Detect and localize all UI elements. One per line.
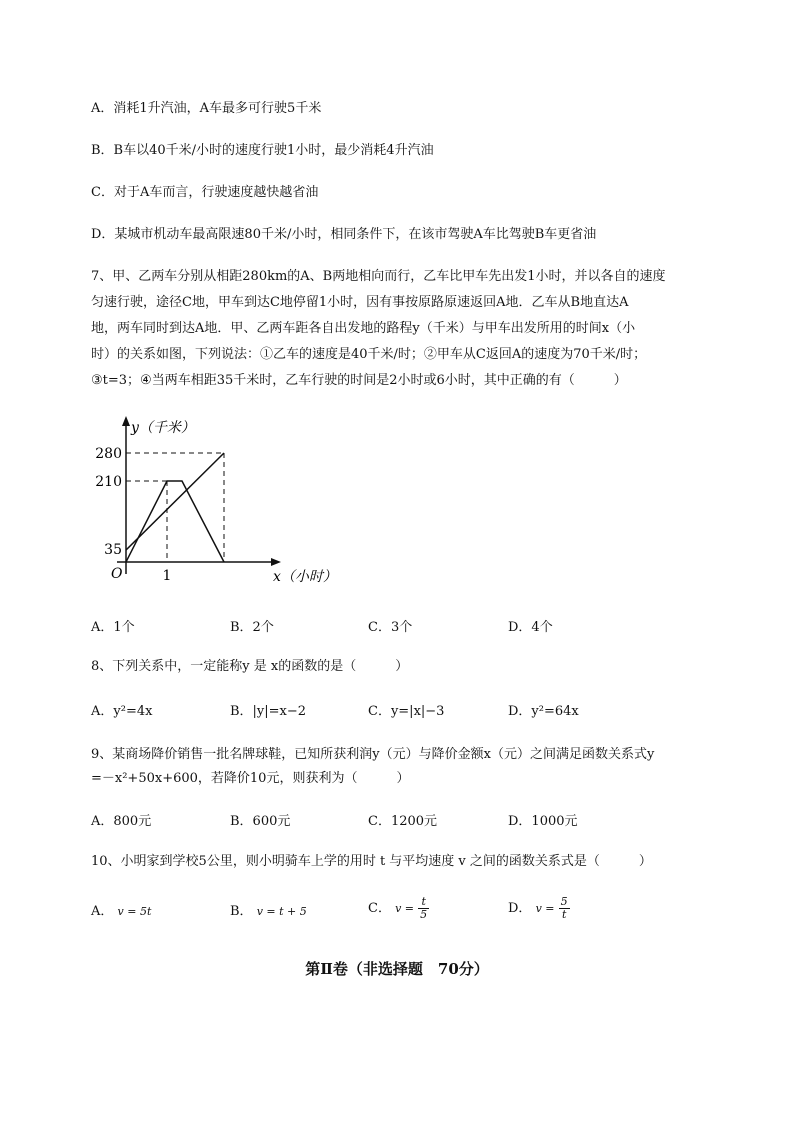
- q6-option-b: B．B车以40千米/小时的速度行驶1小时，最少消耗4升汽油: [91, 143, 434, 158]
- section-title: 第Ⅱ卷（非选择题 70分）: [305, 960, 489, 978]
- x-tick-1: 1: [162, 568, 172, 584]
- q8-options: [91, 702, 751, 722]
- q10-option-c-denominator: 5: [420, 908, 428, 921]
- q10-option-d-denominator: t: [561, 908, 567, 921]
- q9-option-a: A．800元: [91, 814, 152, 829]
- q8-option-d: D．y²=64x: [508, 704, 579, 719]
- car-jia-path: [126, 481, 224, 562]
- q10-option-a-expr: v = 5t: [117, 905, 152, 918]
- origin-label: O: [111, 566, 123, 582]
- q10-option-c-label: C．: [368, 901, 391, 916]
- x-axis-arrow: [271, 558, 281, 566]
- q7-option-a: A．1个: [91, 620, 135, 635]
- q7-graph: [95, 412, 365, 592]
- q8-option-c: C．y=|x|−3: [368, 704, 445, 719]
- q10-options: [91, 895, 751, 928]
- q9-option-c: C．1200元: [368, 814, 438, 829]
- y-tick-280: 280: [95, 446, 122, 462]
- q6-option-d: D．某城市机动车最高限速80千米/小时，相同条件下，在该市驾驶A车比驾驶B车更省油: [91, 227, 597, 242]
- q7-line-1: 7、甲、乙两车分别从相距280km的A、B两地相向而行，乙车比甲车先出发1小时，并以各自的速度: [91, 269, 666, 284]
- q10-option-d-lhs: v =: [535, 902, 555, 915]
- q7-option-d: D．4个: [508, 620, 553, 635]
- q6-option-c: C．对于A车而言，行驶速度越快越省油: [91, 185, 319, 200]
- y-tick-210: 210: [95, 474, 122, 490]
- q10-option-a: [91, 902, 151, 922]
- q7-line-5: ③t=3；④当两车相距35千米时，乙车行驶的时间是2小时或6小时，其中正确的有（ ）: [91, 373, 627, 388]
- q10-option-c-fraction: [418, 896, 429, 921]
- q9-line-1: 9、某商场降价销售一批名牌球鞋，已知所获利润y（元）与降价金额x（元）之间满足函数关系式y: [91, 747, 655, 762]
- q9-options: [91, 812, 751, 832]
- q10-option-d: [508, 896, 570, 921]
- y-axis-arrow: [122, 416, 130, 426]
- car-yi-path: [126, 453, 224, 550]
- q10-option-b: [230, 902, 307, 922]
- q9-option-d: D．1000元: [508, 814, 578, 829]
- q7-line-3: 地，两车同时到达A地．甲、乙两车距各自出发地的路程y（千米）与甲车出发所用的时间x（小: [91, 321, 636, 336]
- q9-line-2: =－x²+50x+600，若降价10元，则获利为（ ）: [91, 771, 410, 786]
- q10-option-c: [368, 896, 429, 921]
- q10-option-d-numerator: 5: [560, 895, 568, 908]
- x-axis-label: x（小时）: [273, 569, 337, 585]
- q8-option-b: B．|y|=x−2: [230, 704, 307, 719]
- q10-option-c-lhs: v =: [395, 902, 415, 915]
- q10-option-d-label: D．: [508, 901, 532, 916]
- q7-line-2: 匀速行驶，途径C地，甲车到达C地停留1小时，因有事按原路原速返回A地．乙车从B地直达A: [91, 295, 629, 310]
- q6-option-a: A．消耗1升汽油，A车最多可行驶5千米: [91, 101, 322, 116]
- y-axis-label: y（千米）: [131, 420, 195, 436]
- q10-stem: 10、小明家到学校5公里，则小明骑车上学的用时 t 与平均速度 v 之间的函数关系式是（ ）: [91, 854, 652, 869]
- q7-option-b: B．2个: [230, 620, 274, 635]
- q10-option-b-expr: v = t + 5: [256, 905, 307, 918]
- q7-options: [91, 618, 751, 638]
- q7-line-4: 时）的关系如图，下列说法：①乙车的速度是40千米/时；②甲车从C返回A的速度为70千米/时；: [91, 347, 647, 362]
- q10-option-b-label: B．: [230, 904, 253, 919]
- q9-option-b: B．600元: [230, 814, 291, 829]
- q10-option-c-numerator: t: [418, 896, 429, 909]
- q10-option-a-label: A．: [91, 904, 114, 919]
- y-tick-35: 35: [104, 542, 122, 558]
- q8-stem: 8、下列关系中，一定能称y 是 x的函数的是（ ）: [91, 659, 409, 674]
- q7-option-c: C．3个: [368, 620, 413, 635]
- q8-option-a: A．y²=4x: [91, 704, 153, 719]
- q10-option-d-fraction: [559, 896, 570, 921]
